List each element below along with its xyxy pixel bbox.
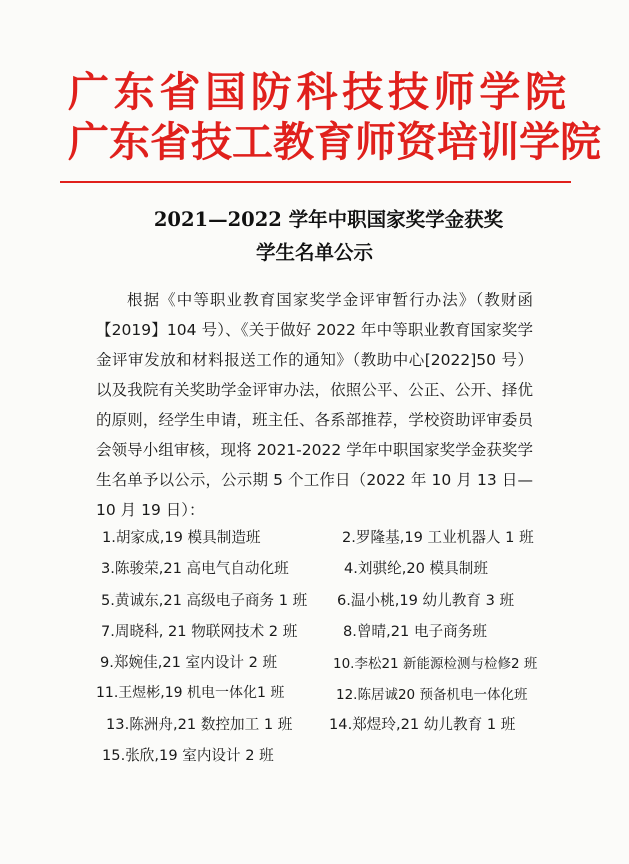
student-entry: 15.张欣,19 室内设计 2 班	[102, 747, 274, 764]
student-entry: 4.刘骐纶,20 模具制班	[344, 560, 488, 577]
student-entry: 8.曾晴,21 电子商务班	[343, 623, 487, 640]
student-entry: 6.温小桃,19 幼儿教育 3 班	[337, 592, 515, 609]
student-entry: 7.周晓科, 21 物联网技术 2 班	[101, 623, 298, 640]
student-entry: 14.郑煜玲,21 幼儿教育 1 班	[329, 716, 516, 733]
student-entry: 11.王煜彬,19 机电一体化1 班	[96, 685, 285, 701]
student-entry: 2.罗隆基,19 工业机器人 1 班	[342, 529, 534, 546]
letterhead-rule	[60, 181, 571, 183]
student-entry: 5.黄诚东,21 高级电子商务 1 班	[101, 592, 308, 609]
student-entry: 3.陈骏荣,21 高电气自动化班	[101, 560, 289, 577]
student-entry: 10.李松21 新能源检测与检修2 班	[333, 656, 538, 672]
student-entry: 12.陈居诚20 预备机电一体化班	[336, 687, 528, 703]
document-title-line-2: 学生名单公示	[255, 241, 373, 264]
student-entry: 9.郑婉佳,21 室内设计 2 班	[100, 654, 278, 671]
student-entry: 1.胡家成,19 模具制造班	[102, 529, 261, 546]
document-title-line-1: 2021—2022 学年中职国家奖学金获奖	[153, 208, 504, 231]
student-entry: 13.陈洲舟,21 数控加工 1 班	[106, 716, 293, 733]
letterhead-line-1: 广东省国防科技技师学院	[68, 68, 568, 116]
body-paragraph: 根据《中等职业教育国家奖学金评审暂行办法》（教财函【2019】104 号）、《关于做好 2022 年中等职业教育国家奖学金评审发放和材料报送工作的通知》（教助中心[2022]50 号）以及我院有关奖助学金评审办法，依照公平、公正、公开、择优的原则，经学生申请，班主任、各系部推荐，学校资助评审委员会领导小组审核，现将 2021-2022 学年中职国家奖学金获奖学生名单予以公示，公示期 5 个工作日（2022 年 10 月 13 日—10 月 19 日）：	[96, 291, 533, 519]
letterhead-line-2: 广东省技工教育师资培训学院	[68, 118, 601, 166]
